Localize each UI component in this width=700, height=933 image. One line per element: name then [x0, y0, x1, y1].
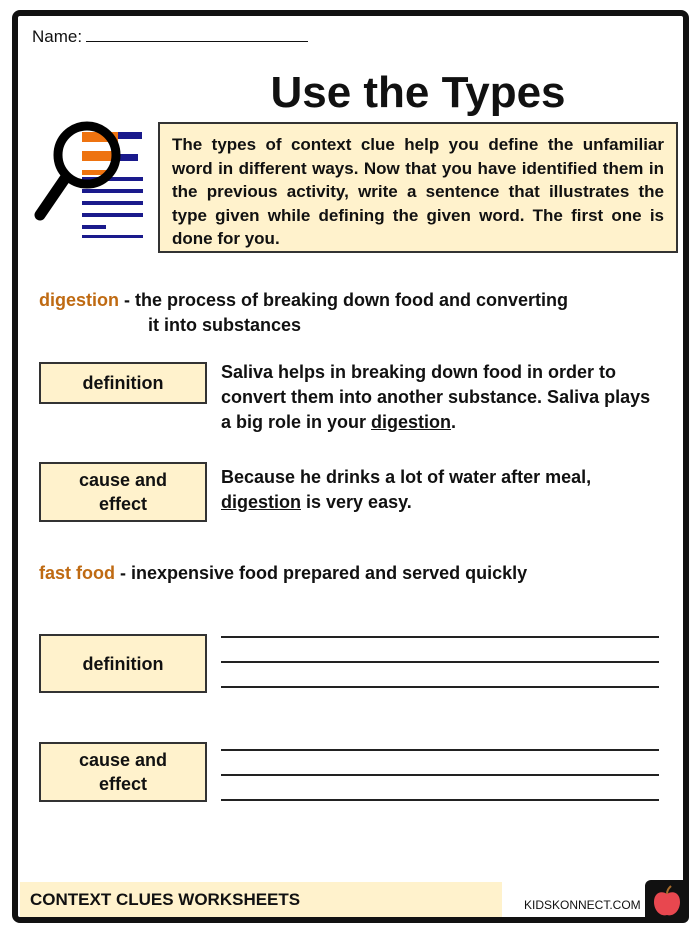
- vocab-word: fast food: [39, 563, 115, 583]
- label-line: cause and: [78, 750, 168, 770]
- type-label-cause-effect: [39, 742, 207, 802]
- vocab-definition-cont: it into substances: [148, 315, 302, 335]
- answer-line[interactable]: [221, 636, 659, 638]
- label-line: effect: [98, 494, 147, 514]
- type-label-definition: definition: [39, 362, 207, 404]
- name-field[interactable]: [32, 27, 308, 47]
- instructions-box: The types of context clue help you define the unfamiliar word in different ways. Now that you have identified them in the previous activity, write a sentence that illustrates the type given while defining the given word. The first one is done for you.: [158, 122, 678, 253]
- vocab-definition: the process of breaking down food and converting: [135, 290, 569, 310]
- magnifier-document-icon: [30, 120, 145, 238]
- footer-series-title: CONTEXT CLUES WORKSHEETS: [20, 882, 502, 917]
- type-label-definition: definition: [39, 634, 207, 693]
- underlined-word: digestion: [221, 492, 301, 512]
- sentence-text: Because he drinks a lot of water after meal,: [221, 467, 592, 487]
- answer-line[interactable]: [221, 749, 659, 751]
- page-title: Use the Types: [270, 68, 566, 117]
- answer-line[interactable]: [221, 799, 659, 801]
- dash: -: [119, 290, 135, 310]
- dash: -: [115, 563, 131, 583]
- answer-line[interactable]: [221, 686, 659, 688]
- vocab-digestion: [39, 290, 568, 311]
- apple-logo: [645, 880, 689, 923]
- sentence-text: is very easy.: [301, 492, 412, 512]
- label-line: cause and: [78, 470, 168, 490]
- underlined-word: digestion: [371, 412, 452, 432]
- sentence-text: .: [451, 412, 457, 432]
- answer-line[interactable]: [221, 661, 659, 663]
- answer-line[interactable]: [221, 774, 659, 776]
- example-sentence: [221, 465, 661, 515]
- name-label: Name:: [32, 27, 83, 46]
- example-sentence: [221, 360, 661, 435]
- vocab-definition: inexpensive food prepared and served quickly: [131, 563, 528, 583]
- vocab-word: digestion: [39, 290, 119, 310]
- vocab-fast-food: [39, 563, 527, 584]
- label-line: effect: [98, 774, 147, 794]
- footer-site: KIDSKONNECT.COM: [524, 898, 641, 912]
- type-label-cause-effect: [39, 462, 207, 522]
- apple-icon: [645, 880, 689, 923]
- name-blank[interactable]: [86, 28, 308, 42]
- sentence-text: Saliva helps in breaking down food in order to convert them into another substance. Saliva plays a big role in your: [221, 362, 651, 432]
